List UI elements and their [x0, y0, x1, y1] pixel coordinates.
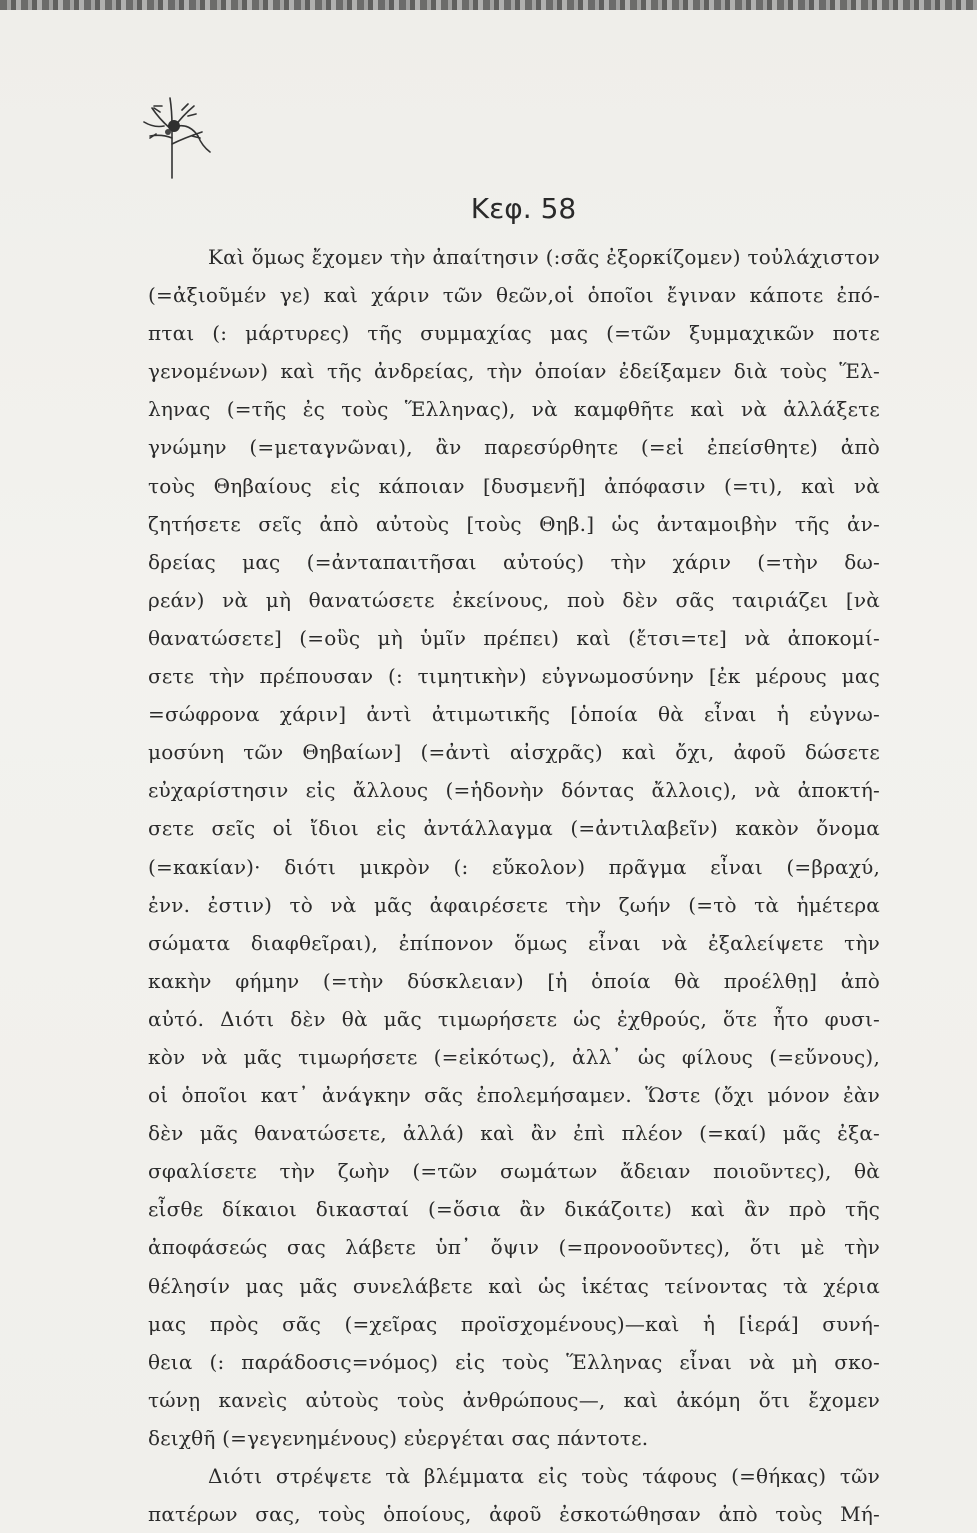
text-line: σώματα διαφθεῖραι), ἐπίπονον ὅμως εἶναι νὰ ἐξαλείψετε τὴν	[148, 930, 880, 955]
text-line: μοσύνη τῶν Θηβαίων] (=ἀντὶ αἰσχρᾶς) καὶ ὄχι, ἀφοῦ δώσετε	[148, 740, 880, 765]
text-line: γνώμην (=μεταγνῶναι), ἂν παρεσύρθητε (=εἰ ἐπείσθητε) ἀπὸ	[148, 435, 880, 460]
text-line: θεια (: παράδοσις=νόμος) εἰς τοὺς Ἕλληνας εἶναι νὰ μὴ σκο-	[148, 1349, 880, 1374]
text-line: θανατώσετε] (=οὓς μὴ ὑμῖν πρέπει) καὶ (ἔτσι=τε] νὰ ἀποκομί-	[148, 625, 880, 650]
text-body	[148, 238, 880, 1533]
text-line: μας πρὸς σᾶς (=χεῖρας προϊσχομένους)—καὶ ἡ [ἱερά] συνή-	[148, 1311, 880, 1336]
text-line: σφαλίσετε τὴν ζωὴν (=τῶν σωμάτων ἄδειαν ποιοῦντες), θὰ	[148, 1159, 880, 1184]
text-line: ληνας (=τῆς ἐς τοὺς Ἕλληνας), νὰ καμφθῆτε καὶ νὰ ἀλλάξετε	[148, 397, 880, 422]
text-line: τοὺς Θηβαίους εἰς κάποιαν [δυσμενῆ] ἀπόφασιν (=τι), καὶ νὰ	[148, 473, 880, 498]
text-line: κακὴν φήμην (=τὴν δύσκλειαν) [ἡ ὁποία θὰ προέλθῃ] ἀπὸ	[148, 968, 880, 993]
text-line: Διότι στρέψετε τὰ βλέμματα εἰς τοὺς τάφους (=θήκας) τῶν	[208, 1464, 880, 1488]
text-line: πατέρων σας, τοὺς ὁποίους, ἀφοῦ ἐσκοτώθησαν ἀπὸ τοὺς Μή-	[148, 1502, 880, 1527]
text-line: ἀποφάσεώς σας λάβετε ὑπ᾽ ὄψιν (=προνοοῦντες), ὅτι μὲ τὴν	[148, 1235, 880, 1260]
floral-ornament-icon	[132, 86, 227, 186]
text-line: σετε σεῖς οἱ ἴδιοι εἰς ἀντάλλαγμα (=ἀντιλαβεῖν) κακὸν ὄνομα	[148, 816, 880, 841]
paragraph-1	[148, 238, 880, 1457]
text-line: δὲν μᾶς θανατώσετε, ἀλλά) καὶ ἂν ἐπὶ πλέον (=καί) μᾶς ἐξα-	[148, 1121, 880, 1146]
text-line: ρεάν) νὰ μὴ θανατώσετε ἐκείνους, ποὺ δὲν σᾶς ταιριάζει [νὰ	[148, 587, 880, 612]
page-top-edge	[0, 0, 977, 10]
text-line: εὐχαρίστησιν εἰς ἄλλους (=ἡδονὴν δόντας ἄλλοις), νὰ ἀποκτή-	[148, 778, 880, 803]
text-line: (=ἀξιοῦμέν γε) καὶ χάριν τῶν θεῶν,οἱ ὁποῖοι ἔγιναν κάποτε ἐπό-	[148, 283, 880, 308]
text-line: κὸν νὰ μᾶς τιμωρήσετε (=εἰκότως), ἀλλ᾽ ὡς φίλους (=εὔνους),	[148, 1044, 880, 1069]
paragraph-2	[148, 1457, 880, 1533]
chapter-heading: Κεφ. 58	[470, 192, 577, 225]
text-line: Καὶ ὅμως ἔχομεν τὴν ἀπαίτησιν (:σᾶς ἐξορκίζομεν) τοὐλάχιστον	[208, 245, 880, 269]
text-line: οἱ ὁποῖοι κατ᾽ ἀνάγκην σᾶς ἐπολεμήσαμεν. Ὥστε (ὄχι μόνον ἐὰν	[148, 1083, 880, 1108]
text-line: εἶσθε δίκαιοι δικασταί (=ὅσια ἂν δικάζοιτε) καὶ ἂν πρὸ τῆς	[148, 1197, 880, 1222]
text-line: πται (: μάρτυρες) τῆς συμμαχίας μας (=τῶν ξυμμαχικῶν ποτε	[148, 321, 880, 346]
text-line: =σώφρονα χάριν] ἀντὶ ἀτιμωτικῆς [ὁποία θὰ εἶναι ἡ εὐγνω-	[148, 702, 880, 727]
text-line: γενομένων) καὶ τῆς ἀνδρείας, τὴν ὁποίαν ἐδείξαμεν διὰ τοὺς Ἕλ-	[148, 359, 880, 384]
text-line: δρείας μας (=ἀνταπαιτῆσαι αὐτούς) τὴν χάριν (=τὴν δω-	[148, 549, 880, 574]
text-line: ζητήσετε σεῖς ἀπὸ αὐτοὺς [τοὺς Θηβ.] ὡς ἀνταμοιβὴν τῆς ἀν-	[148, 511, 880, 536]
text-line: (=κακίαν)· διότι μικρὸν (: εὔκολον) πρᾶγμα εἶναι (=βραχύ,	[148, 854, 880, 879]
text-line: δειχθῆ (=γεγενημένους) εὐεργέται σας πάντοτε.	[148, 1425, 649, 1450]
text-line: τώνῃ κανεὶς αὐτοὺς τοὺς ἀνθρώπους—, καὶ ἀκόμη ὅτι ἔχομεν	[148, 1387, 880, 1412]
text-line: σετε τὴν πρέπουσαν (: τιμητικὴν) εὐγνωμοσύνην [ἐκ μέρους μας	[148, 664, 880, 689]
text-line: θέλησίν μας μᾶς συνελάβετε καὶ ὡς ἱκέτας τείνοντας τὰ χέρια	[148, 1273, 880, 1298]
text-line: ἐνν. ἐστιν) τὸ νὰ μᾶς ἀφαιρέσετε τὴν ζωήν (=τὸ τὰ ἡμέτερα	[148, 892, 880, 917]
text-line: αὐτό. Διότι δὲν θὰ μᾶς τιμωρήσετε ὡς ἐχθρούς, ὅτε ἦτο φυσι-	[148, 1006, 880, 1031]
